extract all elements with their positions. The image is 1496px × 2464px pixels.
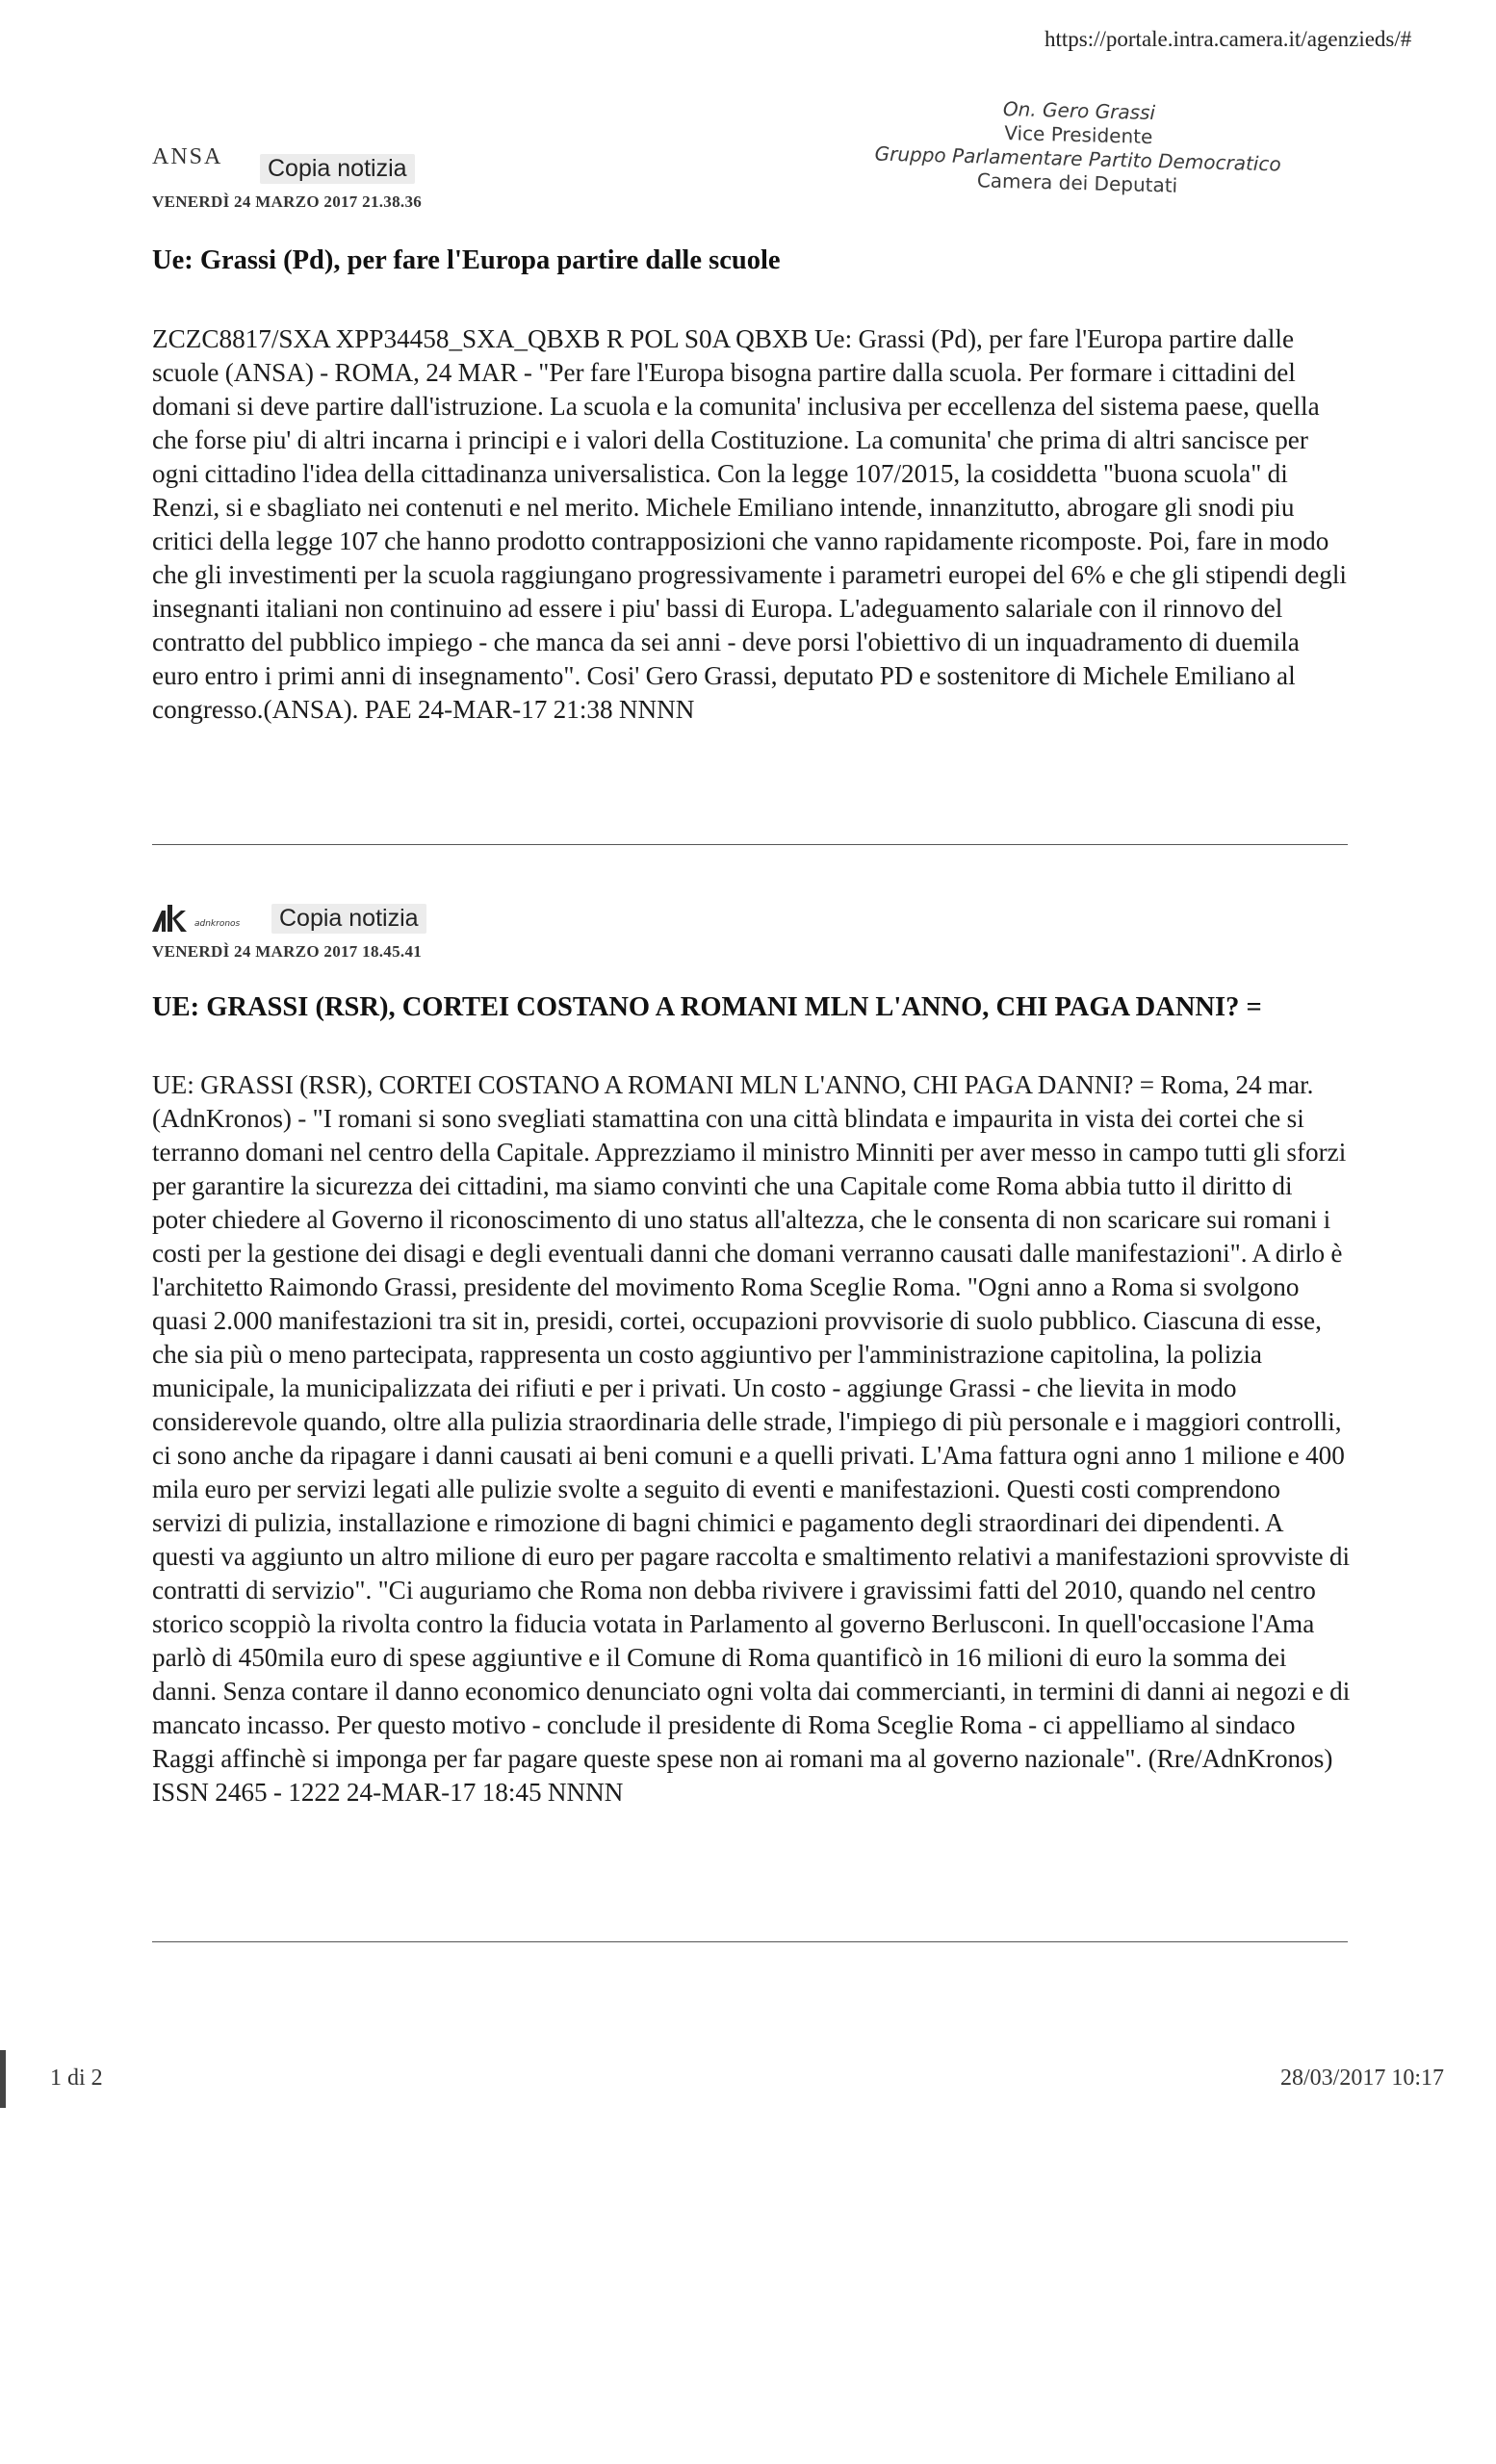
page-number: 1 di 2 xyxy=(50,2066,103,2091)
article-divider xyxy=(152,1941,1348,1942)
article-datetime: VENERDÌ 24 MARZO 2017 21.38.36 xyxy=(152,192,423,211)
print-timestamp: 28/03/2017 10:17 xyxy=(1280,2066,1445,2091)
article-divider xyxy=(152,844,1348,845)
stamp-chamber: Camera dei Deputati xyxy=(976,168,1178,197)
stamp-name: On. Gero Grassi xyxy=(1002,96,1156,125)
copy-notizia-button[interactable]: Copia notizia xyxy=(271,904,426,934)
article-body: ZCZC8817/SXA XPP34458_SXA_QBXB R POL S0A QBXB Ue: Grassi (Pd), per fare l'Europa partire dalle scuole (ANSA) - ROMA, 24 MAR - "Per fare l'Europa bisogna partire dalla scuola. Per formare i cittadini del domani si deve partire dall'istruzione. La scuola e la comunita' inclusiva per eccellenza del sistema paese, quella che forse piu' di altri incarna i principi e i valori della Costituzione. La comunita' che prima di altri sancisce per ogni cittadino l'idea della cittadinanza universalistica. Con la legge 107/2015, la cosiddetta "buona scuola" di Renzi, si e sbagliato nei contenuti e nel merito. Michele Emiliano intende, innanzitutto, abrogare gli snodi piu critici della legge 107 che hanno prodotto contrapposizioni che vanno rapidamente ricomposte. Poi, fare in modo che gli investimenti per la scuola raggiungano progressivamente i parametri europei del 6% e che gli stipendi degli insegnanti italiani non continuino ad essere i piu' bassi di Europa. L'adeguamento salariale con il rinnovo del contratto del pubblico impiego - che manca da sei anni - deve porsi l'obiettivo di un inquadramento di duemila euro entro i primi anni di insegnamento". Cosi' Gero Grassi, deputato PD e sostenitore di Michele Emiliano al congresso.(ANSA). PAE 24-MAR-17 21:38 NNNN xyxy=(152,324,1347,724)
article-datetime: VENERDÌ 24 MARZO 2017 18.45.41 xyxy=(152,942,423,961)
adnkronos-logo xyxy=(152,905,196,932)
stamp-group: Gruppo Parlamentare Partito Democratico xyxy=(874,141,1281,176)
deputy-stamp xyxy=(865,93,1291,200)
page-url: https://portale.intra.camera.it/agenzieds/# xyxy=(1045,27,1412,51)
stamp-role: Vice Presidente xyxy=(1004,120,1153,149)
article-headline: Ue: Grassi (Pd), per fare l'Europa partire dalle scuole xyxy=(152,245,781,275)
article-body: UE: GRASSI (RSR), CORTEI COSTANO A ROMANI MLN L'ANNO, CHI PAGA DANNI? = Roma, 24 mar. (AdnKronos) - "I romani si sono svegliati stamattina con una città blindata e impaurita in vista dei cortei che si terranno domani nel centro della Capitale. Apprezziamo il ministro Minniti per aver messo in campo tutti gli sforzi per garantire la sicurezza dei cittadini, ma siamo convinti che una Capitale come Roma abbia tutto il diritto di poter chiedere al Governo il riconoscimento di uno status all'altezza, che le consenta di non scaricare sui romani i costi per la gestione dei disagi e degli eventuali danni che domani verranno causati dalle manifestazioni". A dirlo è l'architetto Raimondo Grassi, presidente del movimento Roma Sceglie Roma. "Ogni anno a Roma si svolgono quasi 2.000 manifestazioni tra sit in, presidi, cortei, occupazioni provvisorie di suolo pubblico. Ciascuna di esse, che sia più o meno partecipata, rappresenta un costo aggiuntivo per l'amministrazione capitolina, la polizia municipale, la municipalizzata dei rifiuti e per i privati. Un costo - aggiunge Grassi - che lievita in modo considerevole quando, oltre alla pulizia straordinaria delle strade, l'impiego di più personale e i maggiori controlli, ci sono anche da ripagare i danni causati ai beni comuni e a quelli privati. L'Ama fattura ogni anno 1 milione e 400 mila euro per servizi legati alle pulizie svolte a seguito di eventi e manifestazioni. Questi costi comprendono servizi di pulizia, installazione e rimozione di bagni chimici e pagamento degli straordinari dei dipendenti. A questi va aggiunto un altro milione di euro per pagare raccolta e smaltimento relativi a manifestazioni sprovviste di contratti di servizio". "Ci auguriamo che Roma non debba rivivere i gravissimi fatti del 2010, quando nel centro storico scoppiò la rivolta contro la fiducia votata in Parlamento al governo Berlusconi. In quell'occasione l'Ama parlò di 450mila euro di spese aggiuntive e il Comune di Roma quantificò in 16 milioni di euro la somma dei danni. Senza contare il danno economico denunciato ogni volta dai commercianti, in termini di danni ai negozi e di mancato incasso. Per questo motivo - conclude il presidente di Roma Sceglie Roma - ci appelliamo al sindaco Raggi affinchè si imponga per far pagare queste spese non ai romani ma al governo nazionale". (Rre/AdnKronos) ISSN 2465 - 1222 24-MAR-17 18:45 NNNN xyxy=(152,1070,1351,1807)
copy-notizia-button[interactable]: Copia notizia xyxy=(260,154,415,184)
ansa-source-label: ANSA xyxy=(152,144,223,169)
scan-edge-mark xyxy=(0,2050,6,2108)
adnkronos-source-label: adnkronos xyxy=(194,919,241,929)
article-headline: UE: GRASSI (RSR), CORTEI COSTANO A ROMANI MLN L'ANNO, CHI PAGA DANNI? = xyxy=(152,992,1262,1022)
